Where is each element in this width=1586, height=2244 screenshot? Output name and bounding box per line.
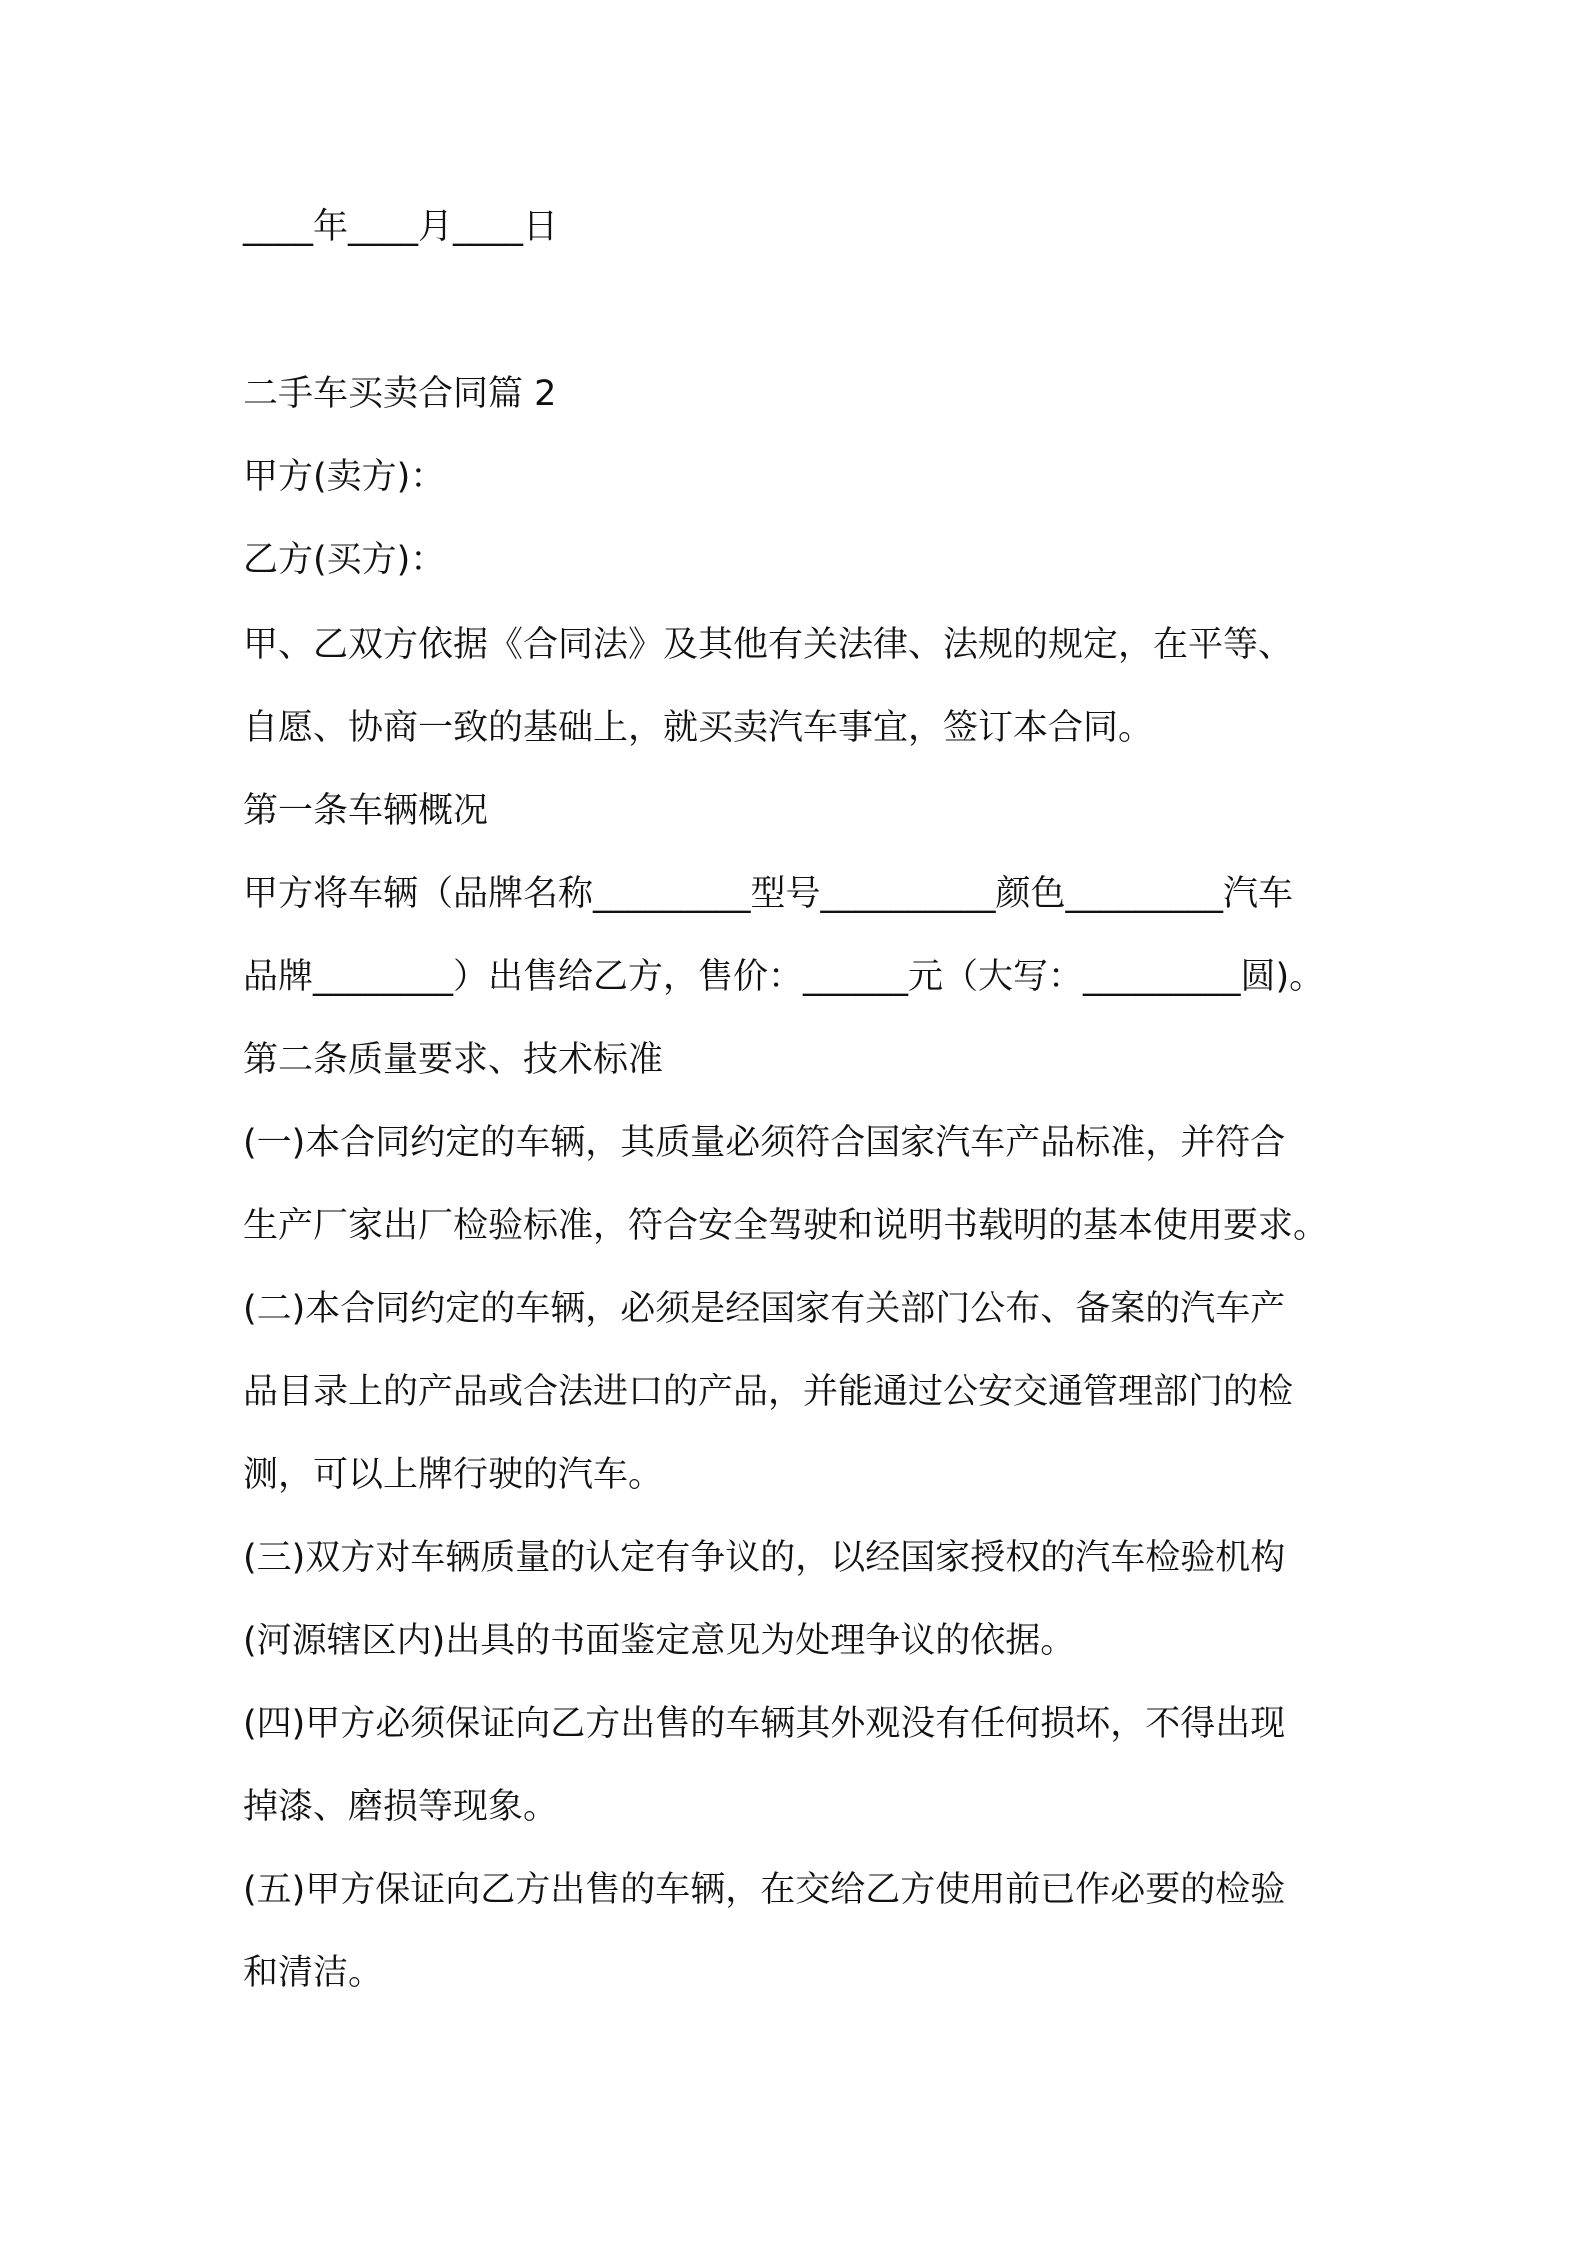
- section-title: 二手车买卖合同篇 2: [243, 374, 557, 414]
- preamble-line: 甲、乙双方依据《合同法》及其他有关法律、法规的规定，在平等、: [243, 625, 1294, 665]
- article-2-line: 掉漆、磨损等现象。: [243, 1787, 559, 1827]
- party-a-line: 甲方(卖方)：: [243, 457, 446, 497]
- article-2-title: 第二条质量要求、技术标准: [243, 1040, 664, 1080]
- article-2-line: 测，可以上牌行驶的汽车。: [243, 1455, 664, 1495]
- article-1-line: 甲方将车辆（品牌名称_________型号__________颜色_________汽车: [243, 874, 1294, 914]
- preamble-line: 自愿、协商一致的基础上，就买卖汽车事宜，签订本合同。: [243, 708, 1154, 748]
- party-b-line: 乙方(买方)：: [243, 540, 446, 580]
- article-2-line: (三)双方对车辆质量的认定有争议的，以经国家授权的汽车检验机构: [243, 1538, 1286, 1578]
- article-2-line: (河源辖区内)出具的书面鉴定意见为处理争议的依据。: [243, 1621, 1076, 1661]
- article-2-line: 品目录上的产品或合法进口的产品，并能通过公安交通管理部门的检: [243, 1372, 1294, 1412]
- article-2-line: (五)甲方保证向乙方出售的车辆，在交给乙方使用前已作必要的检验: [243, 1870, 1286, 1910]
- article-2-line: (二)本合同约定的车辆，必须是经国家有关部门公布、备案的汽车产: [243, 1289, 1286, 1329]
- article-2-line: (四)甲方必须保证向乙方出售的车辆其外观没有任何损坏，不得出现: [243, 1704, 1286, 1744]
- article-2-line: 和清洁。: [243, 1953, 384, 1993]
- article-2-line: (一)本合同约定的车辆，其质量必须符合国家汽车产品标准，并符合: [243, 1123, 1286, 1163]
- article-1-title: 第一条车辆概况: [243, 791, 489, 831]
- article-2-line: 生产厂家出厂检验标准，符合安全驾驶和说明书载明的基本使用要求。: [243, 1206, 1329, 1246]
- article-1-line: 品牌________）出售给乙方，售价：______元（大写：_________圆)。: [243, 957, 1325, 997]
- date-line: ____年____月____日: [243, 207, 559, 247]
